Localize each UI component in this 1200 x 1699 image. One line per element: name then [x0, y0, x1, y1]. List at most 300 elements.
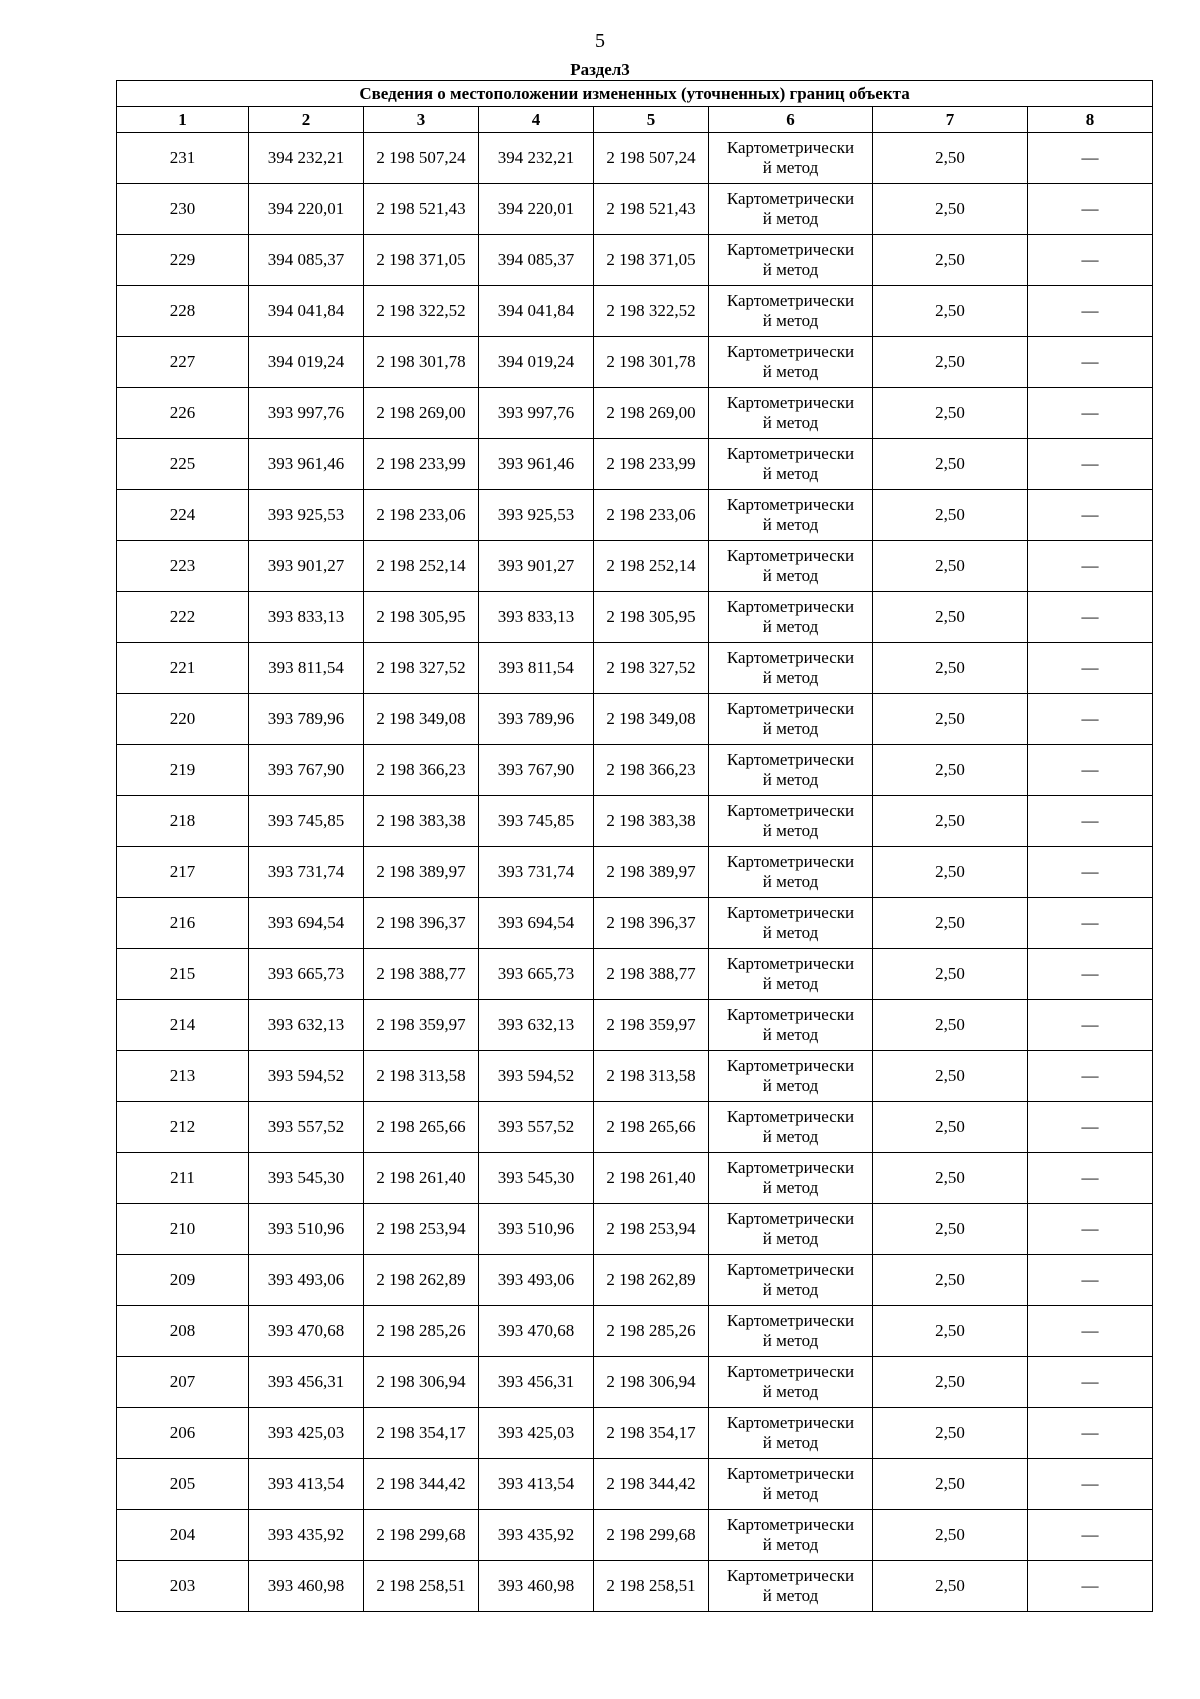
method-line-2: й метод — [762, 1229, 819, 1248]
method-line-2: й метод — [762, 872, 819, 891]
note-cell: — — [1028, 439, 1153, 490]
method-line-2: й метод — [762, 1484, 819, 1503]
y-new-cell: 2 198 396,37 — [594, 898, 709, 949]
point-number-cell: 208 — [117, 1306, 249, 1357]
y-old-cell: 2 198 327,52 — [364, 643, 479, 694]
x-old-cell: 393 594,52 — [249, 1051, 364, 1102]
note-cell: — — [1028, 1459, 1153, 1510]
note-cell: — — [1028, 1357, 1153, 1408]
table-row — [117, 541, 1153, 592]
table-row — [117, 898, 1153, 949]
x-new-cell: 393 833,13 — [479, 592, 594, 643]
method-cell — [709, 286, 873, 337]
accuracy-cell: 2,50 — [873, 1204, 1028, 1255]
method-line-2: й метод — [762, 770, 819, 789]
y-new-cell: 2 198 366,23 — [594, 745, 709, 796]
accuracy-cell: 2,50 — [873, 592, 1028, 643]
note-cell: — — [1028, 1204, 1153, 1255]
table-row — [117, 1000, 1153, 1051]
x-new-cell: 393 731,74 — [479, 847, 594, 898]
accuracy-cell: 2,50 — [873, 1255, 1028, 1306]
method-line-1: Картометрически — [726, 291, 855, 311]
column-header: 2 — [249, 107, 364, 133]
x-old-cell: 393 470,68 — [249, 1306, 364, 1357]
y-old-cell: 2 198 305,95 — [364, 592, 479, 643]
y-new-cell: 2 198 322,52 — [594, 286, 709, 337]
table-row — [117, 235, 1153, 286]
y-new-cell: 2 198 233,06 — [594, 490, 709, 541]
y-old-cell: 2 198 301,78 — [364, 337, 479, 388]
method-line-1: Картометрически — [726, 495, 855, 515]
accuracy-cell: 2,50 — [873, 1459, 1028, 1510]
point-number-cell: 225 — [117, 439, 249, 490]
table-row — [117, 388, 1153, 439]
note-cell: — — [1028, 1408, 1153, 1459]
x-new-cell: 393 665,73 — [479, 949, 594, 1000]
x-new-cell: 393 745,85 — [479, 796, 594, 847]
column-header: 5 — [594, 107, 709, 133]
method-cell — [709, 1408, 873, 1459]
point-number-cell: 229 — [117, 235, 249, 286]
table-row — [117, 1408, 1153, 1459]
accuracy-cell: 2,50 — [873, 949, 1028, 1000]
method-line-1: Картометрически — [726, 597, 855, 617]
method-cell — [709, 847, 873, 898]
table-row — [117, 1510, 1153, 1561]
method-line-2: й метод — [762, 260, 819, 279]
y-new-cell: 2 198 285,26 — [594, 1306, 709, 1357]
y-old-cell: 2 198 253,94 — [364, 1204, 479, 1255]
accuracy-cell: 2,50 — [873, 694, 1028, 745]
x-new-cell: 393 789,96 — [479, 694, 594, 745]
point-number-cell: 217 — [117, 847, 249, 898]
method-line-1: Картометрически — [726, 393, 855, 413]
y-old-cell: 2 198 322,52 — [364, 286, 479, 337]
point-number-cell: 219 — [117, 745, 249, 796]
table-row — [117, 745, 1153, 796]
method-line-2: й метод — [762, 1076, 819, 1095]
x-new-cell: 393 435,92 — [479, 1510, 594, 1561]
y-old-cell: 2 198 344,42 — [364, 1459, 479, 1510]
table-body — [117, 133, 1153, 1612]
accuracy-cell: 2,50 — [873, 898, 1028, 949]
x-old-cell: 393 694,54 — [249, 898, 364, 949]
x-new-cell: 393 510,96 — [479, 1204, 594, 1255]
y-new-cell: 2 198 305,95 — [594, 592, 709, 643]
note-cell: — — [1028, 796, 1153, 847]
x-new-cell: 393 470,68 — [479, 1306, 594, 1357]
x-old-cell: 393 665,73 — [249, 949, 364, 1000]
note-cell: — — [1028, 745, 1153, 796]
table-row — [117, 337, 1153, 388]
y-new-cell: 2 198 261,40 — [594, 1153, 709, 1204]
point-number-cell: 204 — [117, 1510, 249, 1561]
y-old-cell: 2 198 349,08 — [364, 694, 479, 745]
note-cell: — — [1028, 949, 1153, 1000]
x-new-cell: 393 493,06 — [479, 1255, 594, 1306]
accuracy-cell: 2,50 — [873, 286, 1028, 337]
point-number-cell: 224 — [117, 490, 249, 541]
note-cell: — — [1028, 490, 1153, 541]
x-old-cell: 394 232,21 — [249, 133, 364, 184]
x-old-cell: 393 425,03 — [249, 1408, 364, 1459]
accuracy-cell: 2,50 — [873, 133, 1028, 184]
note-cell: — — [1028, 694, 1153, 745]
method-line-2: й метод — [762, 1280, 819, 1299]
x-new-cell: 394 085,37 — [479, 235, 594, 286]
x-old-cell: 393 413,54 — [249, 1459, 364, 1510]
x-old-cell: 393 456,31 — [249, 1357, 364, 1408]
column-header: 7 — [873, 107, 1028, 133]
note-cell: — — [1028, 1306, 1153, 1357]
method-line-1: Картометрически — [726, 342, 855, 362]
method-cell — [709, 592, 873, 643]
method-cell — [709, 1306, 873, 1357]
method-line-1: Картометрически — [726, 750, 855, 770]
note-cell: — — [1028, 388, 1153, 439]
x-new-cell: 393 545,30 — [479, 1153, 594, 1204]
method-line-2: й метод — [762, 923, 819, 942]
point-number-cell: 230 — [117, 184, 249, 235]
y-new-cell: 2 198 371,05 — [594, 235, 709, 286]
column-header: 6 — [709, 107, 873, 133]
accuracy-cell: 2,50 — [873, 796, 1028, 847]
table-row — [117, 133, 1153, 184]
table-row — [117, 1153, 1153, 1204]
method-cell — [709, 949, 873, 1000]
y-new-cell: 2 198 383,38 — [594, 796, 709, 847]
x-old-cell: 394 019,24 — [249, 337, 364, 388]
table-header-row — [117, 107, 1153, 133]
point-number-cell: 214 — [117, 1000, 249, 1051]
table-row — [117, 1255, 1153, 1306]
y-new-cell: 2 198 253,94 — [594, 1204, 709, 1255]
table-row — [117, 1459, 1153, 1510]
x-new-cell: 393 811,54 — [479, 643, 594, 694]
y-old-cell: 2 198 383,38 — [364, 796, 479, 847]
table-row — [117, 1357, 1153, 1408]
method-line-1: Картометрически — [726, 852, 855, 872]
y-new-cell: 2 198 262,89 — [594, 1255, 709, 1306]
y-new-cell: 2 198 306,94 — [594, 1357, 709, 1408]
method-cell — [709, 235, 873, 286]
method-line-2: й метод — [762, 1178, 819, 1197]
y-old-cell: 2 198 306,94 — [364, 1357, 479, 1408]
x-new-cell: 393 997,76 — [479, 388, 594, 439]
method-cell — [709, 745, 873, 796]
y-old-cell: 2 198 265,66 — [364, 1102, 479, 1153]
method-line-1: Картометрически — [726, 138, 855, 158]
y-old-cell: 2 198 521,43 — [364, 184, 479, 235]
method-line-2: й метод — [762, 617, 819, 636]
point-number-cell: 222 — [117, 592, 249, 643]
x-old-cell: 393 767,90 — [249, 745, 364, 796]
x-old-cell: 393 961,46 — [249, 439, 364, 490]
y-new-cell: 2 198 269,00 — [594, 388, 709, 439]
x-new-cell: 393 456,31 — [479, 1357, 594, 1408]
y-old-cell: 2 198 396,37 — [364, 898, 479, 949]
x-old-cell: 393 493,06 — [249, 1255, 364, 1306]
coordinates-table — [116, 80, 1153, 1612]
accuracy-cell: 2,50 — [873, 490, 1028, 541]
method-cell — [709, 1153, 873, 1204]
table-row — [117, 1561, 1153, 1612]
y-new-cell: 2 198 507,24 — [594, 133, 709, 184]
x-old-cell: 394 220,01 — [249, 184, 364, 235]
point-number-cell: 207 — [117, 1357, 249, 1408]
method-cell — [709, 1102, 873, 1153]
x-old-cell: 393 901,27 — [249, 541, 364, 592]
x-old-cell: 393 632,13 — [249, 1000, 364, 1051]
y-old-cell: 2 198 261,40 — [364, 1153, 479, 1204]
accuracy-cell: 2,50 — [873, 1102, 1028, 1153]
method-line-1: Картометрически — [726, 1158, 855, 1178]
method-line-2: й метод — [762, 311, 819, 330]
method-cell — [709, 133, 873, 184]
method-line-2: й метод — [762, 362, 819, 381]
method-line-2: й метод — [762, 1433, 819, 1452]
note-cell: — — [1028, 184, 1153, 235]
y-old-cell: 2 198 388,77 — [364, 949, 479, 1000]
method-line-2: й метод — [762, 974, 819, 993]
x-new-cell: 393 460,98 — [479, 1561, 594, 1612]
point-number-cell: 218 — [117, 796, 249, 847]
method-cell — [709, 1255, 873, 1306]
column-header: 8 — [1028, 107, 1153, 133]
method-cell — [709, 1561, 873, 1612]
table-row — [117, 643, 1153, 694]
note-cell: — — [1028, 1510, 1153, 1561]
method-line-1: Картометрически — [726, 801, 855, 821]
method-line-2: й метод — [762, 1025, 819, 1044]
table-row — [117, 694, 1153, 745]
method-cell — [709, 796, 873, 847]
y-old-cell: 2 198 366,23 — [364, 745, 479, 796]
method-line-1: Картометрически — [726, 699, 855, 719]
note-cell: — — [1028, 1000, 1153, 1051]
method-line-2: й метод — [762, 209, 819, 228]
y-new-cell: 2 198 265,66 — [594, 1102, 709, 1153]
note-cell: — — [1028, 286, 1153, 337]
accuracy-cell: 2,50 — [873, 1510, 1028, 1561]
table-row — [117, 490, 1153, 541]
table-row — [117, 1051, 1153, 1102]
note-cell: — — [1028, 592, 1153, 643]
accuracy-cell: 2,50 — [873, 184, 1028, 235]
method-line-2: й метод — [762, 464, 819, 483]
method-line-1: Картометрически — [726, 1515, 855, 1535]
x-new-cell: 394 232,21 — [479, 133, 594, 184]
accuracy-cell: 2,50 — [873, 1408, 1028, 1459]
note-cell: — — [1028, 133, 1153, 184]
method-line-2: й метод — [762, 1586, 819, 1605]
method-line-1: Картометрически — [726, 1311, 855, 1331]
accuracy-cell: 2,50 — [873, 745, 1028, 796]
point-number-cell: 210 — [117, 1204, 249, 1255]
method-cell — [709, 337, 873, 388]
method-line-1: Картометрически — [726, 444, 855, 464]
point-number-cell: 227 — [117, 337, 249, 388]
method-line-1: Картометрически — [726, 1362, 855, 1382]
y-old-cell: 2 198 371,05 — [364, 235, 479, 286]
method-cell — [709, 1357, 873, 1408]
x-old-cell: 393 460,98 — [249, 1561, 364, 1612]
point-number-cell: 226 — [117, 388, 249, 439]
note-cell: — — [1028, 541, 1153, 592]
point-number-cell: 213 — [117, 1051, 249, 1102]
note-cell: — — [1028, 1102, 1153, 1153]
y-old-cell: 2 198 354,17 — [364, 1408, 479, 1459]
column-header: 1 — [117, 107, 249, 133]
method-cell — [709, 541, 873, 592]
table-row — [117, 1102, 1153, 1153]
point-number-cell: 228 — [117, 286, 249, 337]
method-line-2: й метод — [762, 1382, 819, 1401]
table-row — [117, 439, 1153, 490]
y-old-cell: 2 198 252,14 — [364, 541, 479, 592]
y-new-cell: 2 198 252,14 — [594, 541, 709, 592]
point-number-cell: 215 — [117, 949, 249, 1000]
note-cell: — — [1028, 1051, 1153, 1102]
method-line-2: й метод — [762, 1331, 819, 1350]
x-old-cell: 393 811,54 — [249, 643, 364, 694]
method-line-1: Картометрически — [726, 1413, 855, 1433]
x-old-cell: 393 435,92 — [249, 1510, 364, 1561]
method-line-1: Картометрически — [726, 1107, 855, 1127]
note-cell: — — [1028, 898, 1153, 949]
table-row — [117, 1306, 1153, 1357]
x-new-cell: 393 767,90 — [479, 745, 594, 796]
method-cell — [709, 388, 873, 439]
method-line-2: й метод — [762, 566, 819, 585]
y-new-cell: 2 198 233,99 — [594, 439, 709, 490]
accuracy-cell: 2,50 — [873, 439, 1028, 490]
x-new-cell: 393 594,52 — [479, 1051, 594, 1102]
accuracy-cell: 2,50 — [873, 1051, 1028, 1102]
y-new-cell: 2 198 388,77 — [594, 949, 709, 1000]
point-number-cell: 223 — [117, 541, 249, 592]
y-old-cell: 2 198 233,06 — [364, 490, 479, 541]
page-number: 5 — [595, 30, 605, 52]
method-line-1: Картометрически — [726, 954, 855, 974]
method-cell — [709, 184, 873, 235]
table-row — [117, 1204, 1153, 1255]
method-line-1: Картометрически — [726, 1056, 855, 1076]
y-new-cell: 2 198 301,78 — [594, 337, 709, 388]
method-cell — [709, 1000, 873, 1051]
note-cell: — — [1028, 235, 1153, 286]
column-header: 3 — [364, 107, 479, 133]
table-row — [117, 949, 1153, 1000]
accuracy-cell: 2,50 — [873, 847, 1028, 898]
note-cell: — — [1028, 337, 1153, 388]
method-line-1: Картометрически — [726, 648, 855, 668]
x-new-cell: 394 220,01 — [479, 184, 594, 235]
table-caption: Сведения о местоположении измененных (уточненных) границ объекта — [117, 81, 1153, 107]
method-cell — [709, 1459, 873, 1510]
method-cell — [709, 694, 873, 745]
y-old-cell: 2 198 389,97 — [364, 847, 479, 898]
note-cell: — — [1028, 1561, 1153, 1612]
method-line-1: Картометрически — [726, 1260, 855, 1280]
accuracy-cell: 2,50 — [873, 1153, 1028, 1204]
x-old-cell: 393 789,96 — [249, 694, 364, 745]
y-new-cell: 2 198 359,97 — [594, 1000, 709, 1051]
table-row — [117, 286, 1153, 337]
section-title: Раздел3 — [570, 60, 630, 79]
table-row — [117, 592, 1153, 643]
y-old-cell: 2 198 233,99 — [364, 439, 479, 490]
x-old-cell: 393 731,74 — [249, 847, 364, 898]
point-number-cell: 221 — [117, 643, 249, 694]
y-old-cell: 2 198 359,97 — [364, 1000, 479, 1051]
method-line-2: й метод — [762, 1127, 819, 1146]
point-number-cell: 205 — [117, 1459, 249, 1510]
method-line-2: й метод — [762, 821, 819, 840]
x-new-cell: 393 413,54 — [479, 1459, 594, 1510]
accuracy-cell: 2,50 — [873, 388, 1028, 439]
x-new-cell: 393 961,46 — [479, 439, 594, 490]
y-old-cell: 2 198 313,58 — [364, 1051, 479, 1102]
y-old-cell: 2 198 262,89 — [364, 1255, 479, 1306]
x-old-cell: 393 997,76 — [249, 388, 364, 439]
note-cell: — — [1028, 847, 1153, 898]
y-new-cell: 2 198 344,42 — [594, 1459, 709, 1510]
y-new-cell: 2 198 349,08 — [594, 694, 709, 745]
method-line-2: й метод — [762, 719, 819, 738]
x-new-cell: 393 925,53 — [479, 490, 594, 541]
accuracy-cell: 2,50 — [873, 1306, 1028, 1357]
y-old-cell: 2 198 285,26 — [364, 1306, 479, 1357]
method-line-1: Картометрически — [726, 903, 855, 923]
point-number-cell: 231 — [117, 133, 249, 184]
point-number-cell: 220 — [117, 694, 249, 745]
method-line-1: Картометрически — [726, 1464, 855, 1484]
table-row — [117, 184, 1153, 235]
method-line-1: Картометрически — [726, 240, 855, 260]
point-number-cell: 206 — [117, 1408, 249, 1459]
x-old-cell: 393 545,30 — [249, 1153, 364, 1204]
accuracy-cell: 2,50 — [873, 643, 1028, 694]
y-old-cell: 2 198 299,68 — [364, 1510, 479, 1561]
accuracy-cell: 2,50 — [873, 1000, 1028, 1051]
method-line-2: й метод — [762, 413, 819, 432]
method-line-1: Картометрически — [726, 1209, 855, 1229]
point-number-cell: 211 — [117, 1153, 249, 1204]
method-cell — [709, 490, 873, 541]
accuracy-cell: 2,50 — [873, 1357, 1028, 1408]
accuracy-cell: 2,50 — [873, 541, 1028, 592]
method-line-1: Картометрически — [726, 189, 855, 209]
method-cell — [709, 1051, 873, 1102]
x-old-cell: 394 085,37 — [249, 235, 364, 286]
x-old-cell: 393 510,96 — [249, 1204, 364, 1255]
x-old-cell: 394 041,84 — [249, 286, 364, 337]
x-old-cell: 393 925,53 — [249, 490, 364, 541]
method-line-2: й метод — [762, 1535, 819, 1554]
y-old-cell: 2 198 507,24 — [364, 133, 479, 184]
point-number-cell: 203 — [117, 1561, 249, 1612]
x-old-cell: 393 833,13 — [249, 592, 364, 643]
table-row — [117, 847, 1153, 898]
x-new-cell: 393 632,13 — [479, 1000, 594, 1051]
x-old-cell: 393 557,52 — [249, 1102, 364, 1153]
column-header: 4 — [479, 107, 594, 133]
y-new-cell: 2 198 521,43 — [594, 184, 709, 235]
point-number-cell: 216 — [117, 898, 249, 949]
point-number-cell: 212 — [117, 1102, 249, 1153]
note-cell: — — [1028, 1153, 1153, 1204]
